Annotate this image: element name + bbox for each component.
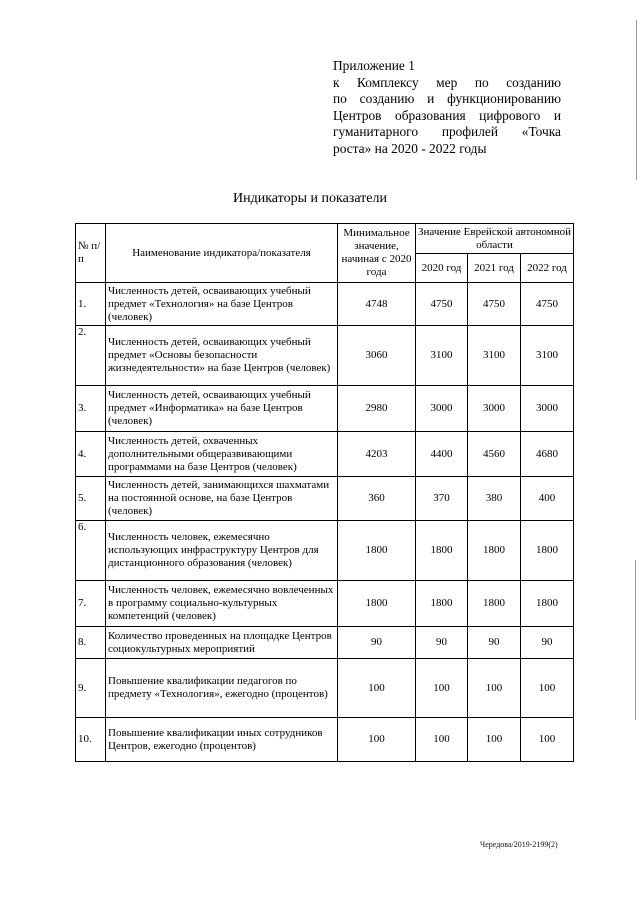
row-min-value: 360 [338, 477, 416, 521]
table-row [76, 627, 574, 659]
table-row [76, 432, 574, 477]
row-number: 2. [76, 326, 106, 386]
row-min-value: 1800 [338, 521, 416, 581]
table-row [76, 659, 574, 718]
row-value-2020: 4400 [416, 432, 468, 477]
row-number: 10. [76, 718, 106, 762]
appendix-header [333, 58, 561, 158]
row-min-value: 2980 [338, 386, 416, 432]
row-indicator: Численность детей, осваивающих учебный предмет «Технология» на базе Центров (человек) [106, 283, 338, 326]
row-number: 7. [76, 581, 106, 627]
row-indicator: Повышение квалификации педагогов по предмету «Технология», ежегодно (процентов) [106, 659, 338, 718]
row-number: 9. [76, 659, 106, 718]
appendix-line: гуманитарного профилей «Точка [333, 124, 561, 140]
row-number: 8. [76, 627, 106, 659]
row-min-value: 90 [338, 627, 416, 659]
row-min-value: 3060 [338, 326, 416, 386]
row-value-2022: 4750 [521, 283, 574, 326]
table-row [76, 521, 574, 581]
row-value-2021: 1800 [468, 521, 521, 581]
row-number: 1. [76, 283, 106, 326]
row-value-2022: 100 [521, 659, 574, 718]
row-value-2020: 3100 [416, 326, 468, 386]
row-value-2021: 4560 [468, 432, 521, 477]
row-number: 6. [76, 521, 106, 581]
table-row [76, 477, 574, 521]
table-row [76, 326, 574, 386]
header-year-2021: 2021 год [468, 254, 521, 283]
row-value-2021: 90 [468, 627, 521, 659]
header-region-value: Значение Еврейской автономной области [416, 224, 574, 254]
row-min-value: 1800 [338, 581, 416, 627]
row-value-2020: 90 [416, 627, 468, 659]
header-year-2022: 2022 год [521, 254, 574, 283]
header-indicator-name: Наименование индикатора/показателя [106, 224, 338, 283]
row-value-2020: 100 [416, 718, 468, 762]
header-min-value: Минимальное значение, начиная с 2020 года [338, 224, 416, 283]
row-number: 3. [76, 386, 106, 432]
table-row [76, 581, 574, 627]
row-value-2021: 380 [468, 477, 521, 521]
row-value-2020: 1800 [416, 581, 468, 627]
row-indicator: Повышение квалификации иных сотрудников Центров, ежегодно (процентов) [106, 718, 338, 762]
row-value-2022: 400 [521, 477, 574, 521]
row-indicator: Численность детей, занимающихся шахматами на постоянной основе, на базе Центров (человек) [106, 477, 338, 521]
row-value-2022: 100 [521, 718, 574, 762]
document-registration-code: Чередова/2019-2199(2) [480, 840, 558, 849]
header-year-2020: 2020 год [416, 254, 468, 283]
row-value-2021: 3100 [468, 326, 521, 386]
row-value-2022: 3100 [521, 326, 574, 386]
appendix-line: по созданию и функционированию [333, 91, 561, 107]
row-number: 5. [76, 477, 106, 521]
row-value-2020: 3000 [416, 386, 468, 432]
row-min-value: 4748 [338, 283, 416, 326]
row-value-2022: 1800 [521, 521, 574, 581]
row-min-value: 100 [338, 659, 416, 718]
row-value-2021: 100 [468, 718, 521, 762]
scan-edge-mark [636, 20, 637, 180]
appendix-line: Приложение 1 [333, 58, 415, 73]
row-value-2022: 1800 [521, 581, 574, 627]
appendix-line: к Комплексу мер по созданию [333, 74, 561, 90]
row-value-2020: 1800 [416, 521, 468, 581]
document-title: Индикаторы и показатели [233, 191, 387, 206]
table-row [76, 283, 574, 326]
row-indicator: Количество проведенных на площадке Центров социокультурных мероприятий [106, 627, 338, 659]
row-value-2021: 1800 [468, 581, 521, 627]
row-value-2022: 4680 [521, 432, 574, 477]
scan-edge-mark-lower [635, 560, 636, 720]
header-number: № п/п [76, 224, 106, 283]
row-indicator: Численность человек, ежемесячно вовлеченных в программу социально-культурных компетенций (человек) [106, 581, 338, 627]
row-number: 4. [76, 432, 106, 477]
row-value-2021: 100 [468, 659, 521, 718]
row-min-value: 4203 [338, 432, 416, 477]
row-min-value: 100 [338, 718, 416, 762]
row-value-2021: 3000 [468, 386, 521, 432]
table-row [76, 386, 574, 432]
row-value-2022: 3000 [521, 386, 574, 432]
row-value-2021: 4750 [468, 283, 521, 326]
indicators-table [75, 223, 574, 762]
row-indicator: Численность детей, охваченных дополнительными общеразвивающими программами на базе Центров (человек) [106, 432, 338, 477]
row-value-2020: 4750 [416, 283, 468, 326]
row-value-2020: 100 [416, 659, 468, 718]
row-indicator: Численность детей, осваивающих учебный предмет «Информатика» на базе Центров (человек) [106, 386, 338, 432]
row-value-2020: 370 [416, 477, 468, 521]
appendix-line: роста» на 2020 - 2022 годы [333, 140, 487, 156]
table-row [76, 718, 574, 762]
row-value-2022: 90 [521, 627, 574, 659]
row-indicator: Численность детей, осваивающих учебный предмет «Основы безопасности жизнедеятельности» на базе Центров (человек) [106, 326, 338, 386]
row-indicator: Численность человек, ежемесячно использующих инфраструктуру Центров для дистанционного образования (человек) [106, 521, 338, 581]
appendix-line: Центров образования цифрового и [333, 107, 561, 123]
